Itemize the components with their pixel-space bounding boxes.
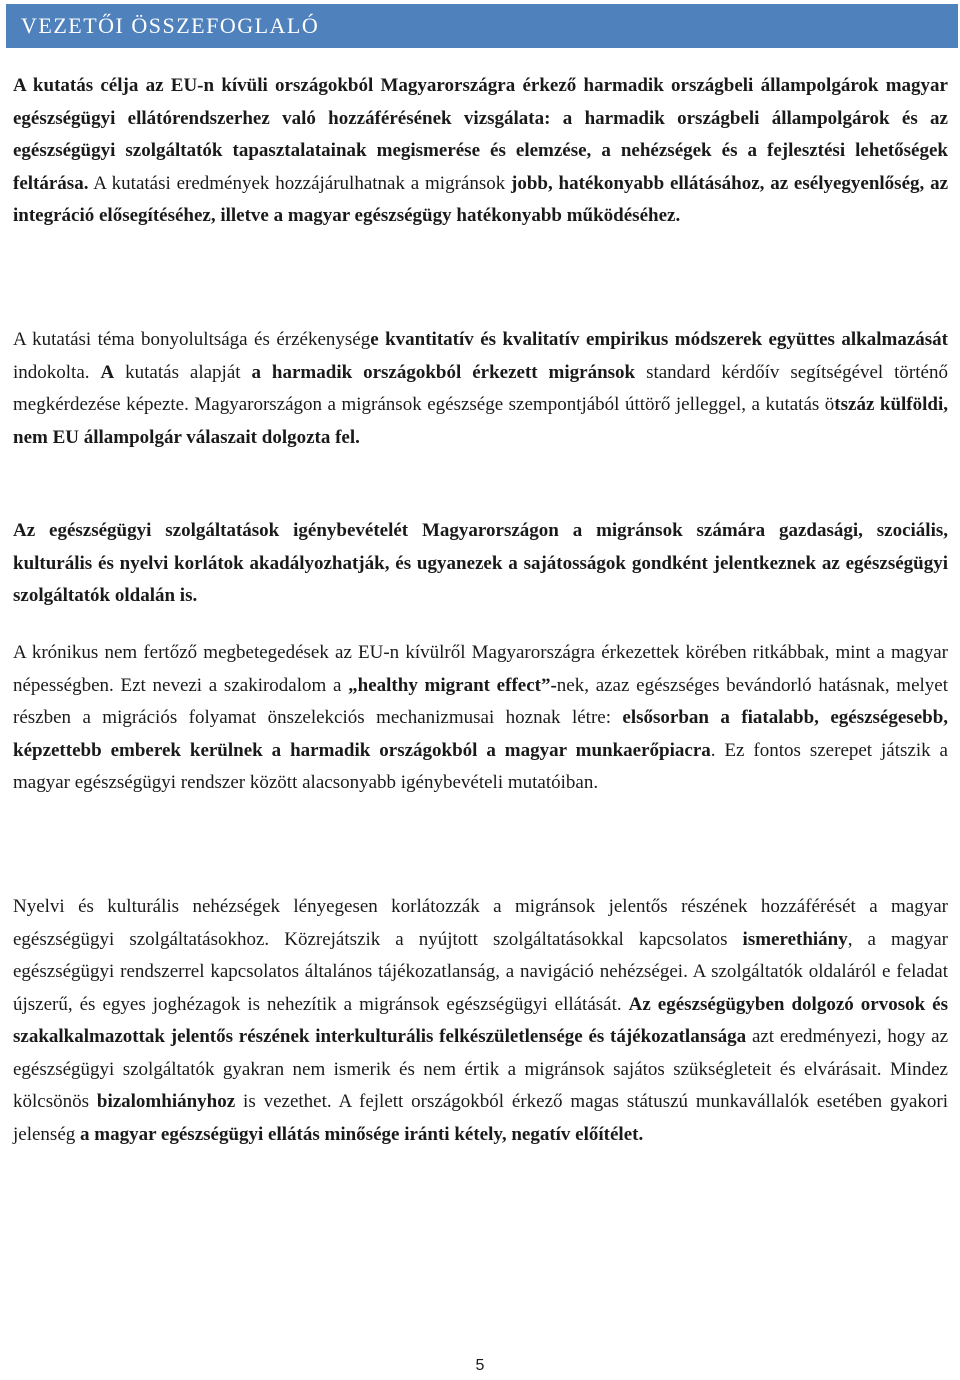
bold-text-segment: tszáz külföldi, nem EU állampolgár válaszait dolgozta fel. xyxy=(13,394,949,448)
text-segment: , a magyar egészségügyi rendszerrel kapcsolatos általános tájékozatlanság, a navigáció nehézségei. A szolgáltatók oldaláról e feladat újszerű, és egyes joghézagok is nehezítik a migránsok egészségügyi ellátását. xyxy=(13,928,949,1015)
page-number: 5 xyxy=(475,1357,485,1374)
text-segment: kutatás alapját xyxy=(114,361,252,383)
bold-text-segment: Az egészségügyi szolgáltatások igénybevételét Magyarországon a migránsok számára gazdasági, szociális, kulturális és nyelvi korlátok akadályozhatják, és ugyanezek a sajátosságok gondként jelentkeznek az egészségügyi szolgáltatók oldalán is. xyxy=(13,520,948,606)
bold-text-segment: ismerethiány xyxy=(742,928,848,950)
section-header-bar xyxy=(6,4,958,48)
paragraph-research-aim xyxy=(13,70,948,233)
bold-text-segment: A xyxy=(100,361,115,383)
bold-text-segment: e kvantitatív és kvalitatív empirikus módszerek együttes alkalmazását xyxy=(370,329,948,350)
bold-text-segment: jobb, hatékonyabb ellátásához, az esélyegyenlőség, az integráció elősegítéséhez, illetve a magyar egészségügy hatékonyabb működéséhez. xyxy=(13,172,948,226)
bold-text-segment: bizalomhiányhoz xyxy=(96,1091,236,1112)
bold-text-segment: A kutatás célja az EU-n kívüli országokból Magyarországra érkező harmadik országbeli állampolgárok magyar egészségügyi ellátórendszerhez való hozzáférésének vizsgálata: a harmadik országbeli állampolgárok és az egészségügyi szolgáltatók tapasztalatainak megismerése és elemzése, a nehézségek és a fejlesztési lehetőségek feltárása. xyxy=(13,75,948,194)
text-segment: is vezethet. A fejlett országokból érkező magas státuszú munkavállalók esetében gyakori jelenség xyxy=(13,1091,949,1145)
text-segment: . Ez fontos szerepet játszik a magyar egészségügyi rendszer között alacsonyabb igénybevételi mutatóiban. xyxy=(13,739,948,793)
text-segment: standard kérdőív segítségével történő megkérdezése képezte. Magyarországon a migránsok egészsége szempontjából úttörő jelleggel, a kutatás ö xyxy=(13,361,948,415)
bold-text-segment: a harmadik országokból érkezett migránsok xyxy=(251,361,636,383)
paragraph-barriers xyxy=(13,515,948,613)
text-segment: Nyelvi és kulturális nehézségek lényegesen korlátozzák a migránsok jelentős részének hozzáférését a magyar egészségügyi szolgáltatásokhoz. Közrejátszik a nyújtott szolgáltatásokkal kapcsolatos xyxy=(13,896,948,950)
paragraph-language-cultural-difficulties xyxy=(13,891,948,1151)
text-segment: A krónikus nem fertőző megbetegedések az EU-n kívülről Magyarországra érkezettek körében ritkábbak, mint a magyar népességben. Ezt nevezi a szakirodalom a xyxy=(13,642,948,696)
paragraph-methodology xyxy=(13,324,948,454)
bold-text-segment: a magyar egészségügyi ellátás minősége iránti kétely, negatív előítélet. xyxy=(80,1123,644,1145)
text-segment: A kutatási téma bonyolultsága és érzékenység xyxy=(13,329,371,350)
bold-text-segment: elsősorban a fiatalabb, egészségesebb, képzettebb emberek kerülnek a harmadik országokból a magyar munkaerőpiacra xyxy=(13,707,949,761)
paragraph-healthy-migrant-effect xyxy=(13,637,948,800)
section-title: VEZETŐI ÖSSZEFOGLALÓ xyxy=(21,13,320,38)
text-segment: azt eredményezi, hogy az egészségügyi szolgáltatók gyakran nem ismerik és nem értik a migránsok sajátos szükségleteit és elvárásait. Mindez kölcsönös xyxy=(13,1026,948,1112)
text-segment: nek, azaz egészséges bevándorló hatásnak, melyet részben a migrációs folyamat önszelekciós mechanizmusai hoznak létre: xyxy=(13,674,949,728)
text-segment: indokolta. xyxy=(13,361,101,383)
bold-text-segment: „healthy migrant effect”- xyxy=(348,674,557,696)
text-segment: A kutatási eredmények hozzájárulhatnak a migránsok xyxy=(88,172,512,194)
bold-text-segment: Az egészségügyben dolgozó orvosok és szakalkalmazottak jelentős részének interkulturális felkészületlensége és tájékozatlansága xyxy=(13,993,948,1047)
